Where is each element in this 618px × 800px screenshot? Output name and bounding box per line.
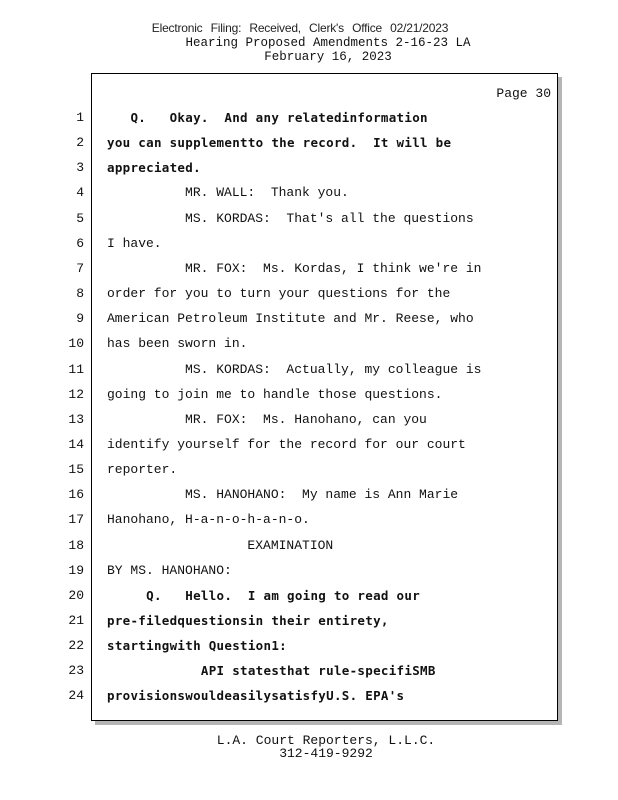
line-number: 2	[76, 135, 84, 150]
line-number: 15	[68, 462, 84, 477]
line-number: 17	[68, 512, 84, 527]
transcript-line-text: order for you to turn your questions for the	[107, 286, 451, 301]
line-number: 14	[68, 437, 84, 452]
transcript-line-text: MR. FOX: Ms. Hanohano, can you	[107, 412, 427, 427]
line-number: 19	[68, 563, 84, 578]
footer-company: L.A. Court Reporters, L.L.C.	[216, 733, 436, 748]
transcript-line-text: Hanohano, H-a-n-o-h-a-n-o.	[107, 512, 310, 527]
line-number: 23	[68, 663, 84, 678]
line-number: 12	[68, 387, 84, 402]
document-date: February 16, 2023	[264, 50, 392, 64]
transcript-line-text: provisionswouldeasilysatisfyU.S. EPA's	[107, 688, 405, 703]
line-number: 21	[68, 613, 84, 628]
transcript-line-text: startingwith Question1:	[107, 638, 287, 653]
transcript-line-text: American Petroleum Institute and Mr. Reese, who	[107, 311, 474, 326]
line-number: 6	[76, 236, 84, 251]
line-number: 11	[68, 362, 84, 377]
transcript-line-text: MR. WALL: Thank you.	[107, 185, 349, 200]
line-number: 1	[76, 110, 84, 125]
line-number: 20	[68, 588, 84, 603]
transcript-line-text: I have.	[107, 236, 162, 251]
transcript-line-text: Q. Okay. And any relatedinformation	[107, 110, 428, 125]
line-number: 8	[76, 286, 84, 301]
transcript-line-text: pre-filedquestionsin their entirety,	[107, 613, 389, 628]
transcript-line-text: BY MS. HANOHANO:	[107, 563, 232, 578]
line-number: 4	[76, 185, 84, 200]
footer-phone: 312-419-9292	[279, 746, 373, 761]
transcript-line-text: identify yourself for the record for our court	[107, 437, 466, 452]
line-number: 16	[68, 487, 84, 502]
transcript-line-text: going to join me to handle those questions.	[107, 387, 443, 402]
transcript-line-text: MS. KORDAS: That's all the questions	[107, 211, 474, 226]
page-number: Page 30	[496, 86, 551, 101]
transcript-line-text: MR. FOX: Ms. Kordas, I think we're in	[107, 261, 482, 276]
transcript-line-text: EXAMINATION	[107, 538, 334, 553]
line-number: 7	[76, 261, 84, 276]
line-number: 22	[68, 638, 84, 653]
line-number: 10	[68, 336, 84, 351]
line-number: 5	[76, 211, 84, 226]
electronic-filing-stamp: Electronic Filing: Received, Clerk's Office 02/21/2023	[151, 21, 449, 35]
transcript-line-text: MS. HANOHANO: My name is Ann Marie	[107, 487, 459, 502]
document-title: Hearing Proposed Amendments 2-16-23 LA	[185, 36, 471, 50]
transcript-line-text: you can supplementto the record. It will be	[107, 135, 452, 150]
transcript-line-text: Q. Hello. I am going to read our	[107, 588, 421, 603]
line-number: 3	[76, 160, 84, 175]
transcript-line-text: appreciated.	[107, 160, 201, 175]
line-number: 24	[68, 688, 84, 703]
line-number: 13	[68, 412, 84, 427]
transcript-line-text: has been sworn in.	[107, 336, 248, 351]
transcript-line-text: API statesthat rule-specifiSMB	[107, 663, 436, 678]
line-number: 9	[76, 311, 84, 326]
transcript-line-text: MS. KORDAS: Actually, my colleague is	[107, 362, 482, 377]
transcript-line-text: reporter.	[107, 462, 178, 477]
line-number: 18	[68, 538, 84, 553]
